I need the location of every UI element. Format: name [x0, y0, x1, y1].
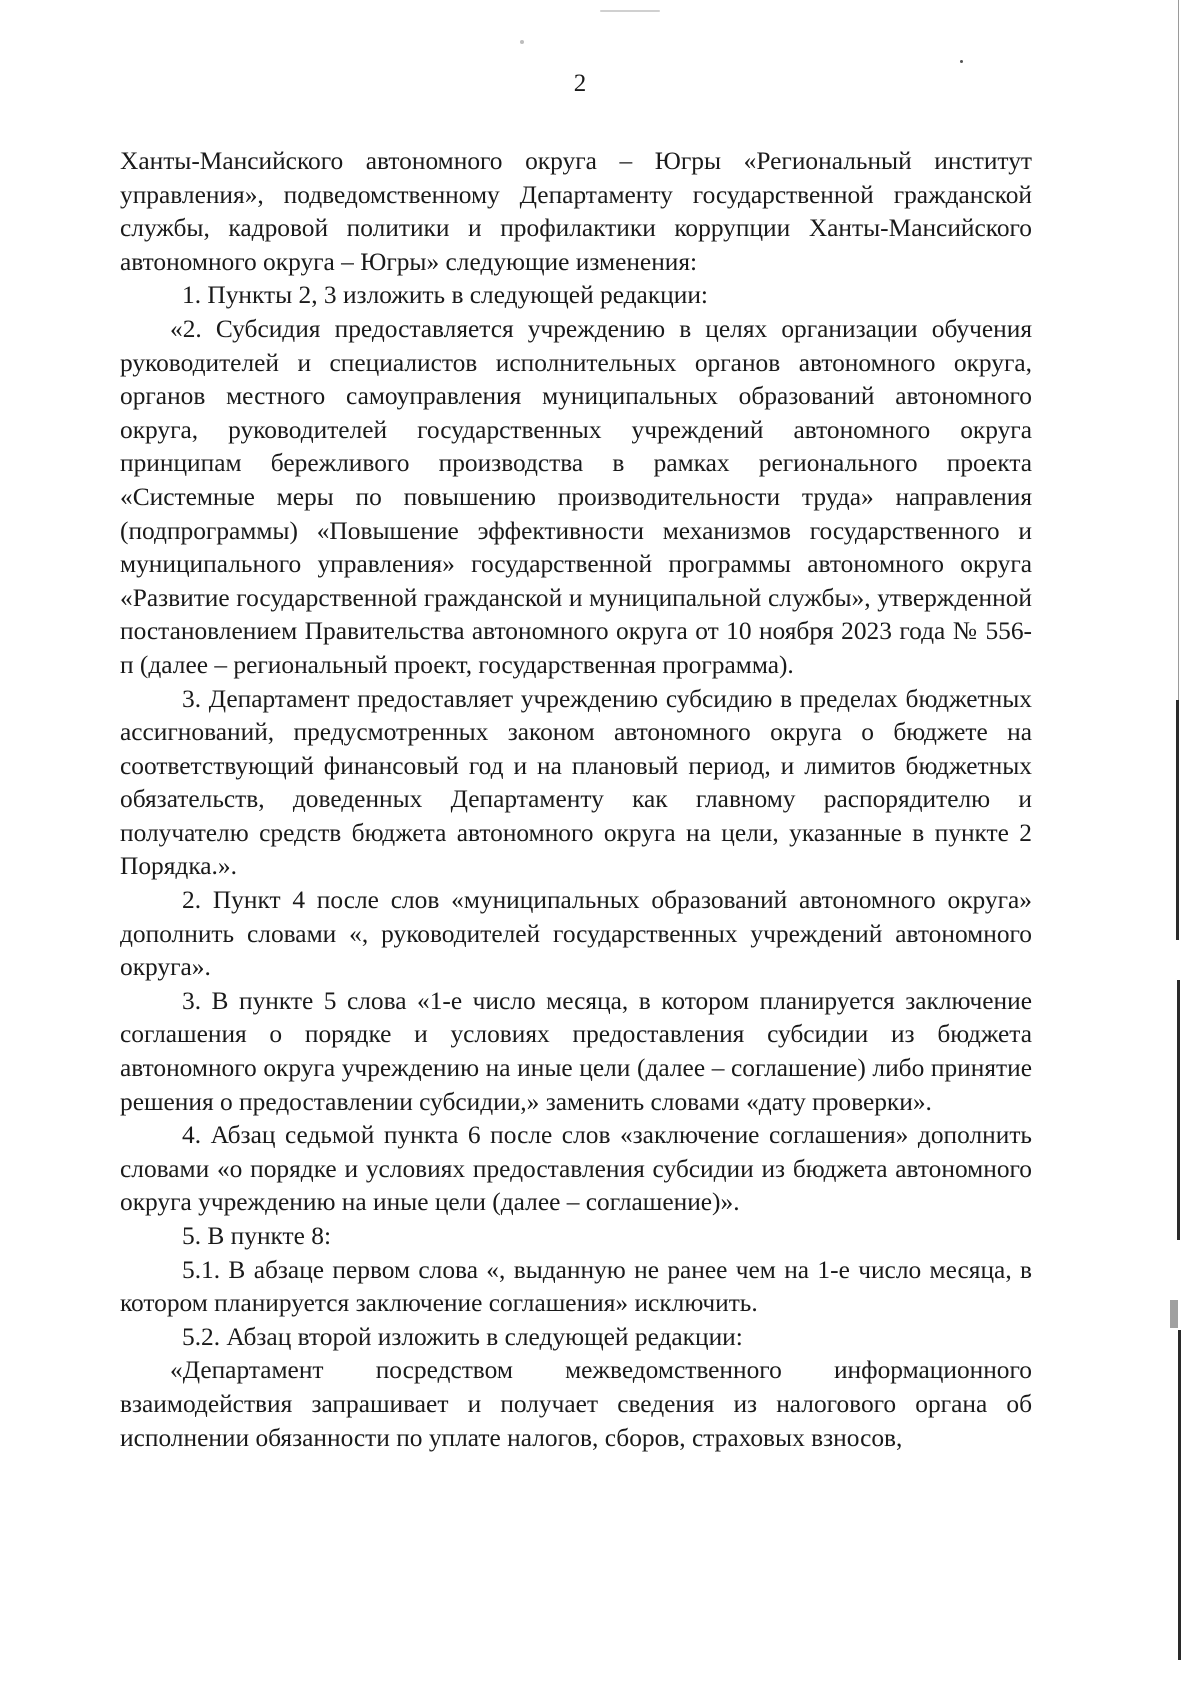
paragraph-quote-point-2: «2. Субсидия предоставляется учреждению в целях организации обучения руководителей и специалистов исполнительных органов автономного округа, органов местного самоуправления муниципальных образований автономного округа, руководителей государственных учреждений автономного округа принципам бережливого производства в рамках регионального проекта «Системные меры по повышению производительности труда» направления (подпрограммы) «Повышение эффективности механизмов государственного и муниципального управления» государственной программы автономного округа «Развитие государственной гражданской и муниципальной службы», утвержденной постановлением Правительства автономного округа от 10 ноября 2023 года № 556-п (далее – региональный проект, государственная программа).	[120, 314, 1032, 679]
paragraph-item-5-2: 5.2. Абзац второй изложить в следующей редакции:	[182, 1322, 743, 1351]
scan-edge-artifact	[1156, 0, 1200, 1689]
page-number: 2	[573, 70, 587, 97]
paragraph-point-3: 3. Департамент предоставляет учреждению субсидию в пределах бюджетных ассигнований, предусмотренных законом автономного округа о бюджете на соответствующий финансовый год и на плановый период, и лимитов бюджетных обязательств, доведенных Департаменту как главному распорядителю и получателю средств бюджета автономного округа на цели, указанные в пункте 2 Порядка.».	[120, 684, 1032, 881]
scan-speck	[520, 40, 524, 44]
paragraph-item-2: 2. Пункт 4 после слов «муниципальных образований автономного округа» дополнить словами «, руководителей государственных учреждений автономного округа».	[120, 886, 1032, 982]
scan-speck	[960, 60, 963, 63]
paragraph-quote-department: «Департамент посредством межведомственного информационного взаимодействия запрашивает и получает сведения из налогового органа об исполнении обязанности по уплате налогов, сборов, страховых взносов,	[120, 1356, 1032, 1452]
document-body	[120, 145, 1032, 1455]
paragraph-item-3: 3. В пункте 5 слова «1-е число месяца, в котором планируется заключение соглашения о порядке и условиях предоставления субсидии из бюджета автономного округа учреждению на иные цели (далее – соглашение) либо принятие решения о предоставлении субсидии,» заменить словами «дату проверки».	[120, 986, 1032, 1116]
scan-speck	[600, 10, 660, 12]
paragraph-item-4: 4. Абзац седьмой пункта 6 после слов «заключение соглашения» дополнить словами «о порядке и условиях предоставления субсидии из бюджета автономного округа учреждению на иные цели (далее – соглашение)».	[120, 1121, 1032, 1217]
paragraph-item-5: 5. В пункте 8:	[182, 1222, 332, 1250]
paragraph-item-5-1: 5.1. В абзаце первом слова «, выданную не ранее чем на 1-е число месяца, в котором планируется заключение соглашения» исключить.	[120, 1255, 1032, 1318]
paragraph-intro: Ханты-Мансийского автономного округа – Югры «Региональный институт управления», подведомственному Департаменту государственной гражданской службы, кадровой политики и профилактики коррупции Ханты-Мансийского автономного округа – Югры» следующие изменения:	[120, 147, 1032, 276]
paragraph-item-1: 1. Пункты 2, 3 изложить в следующей редакции:	[182, 281, 708, 310]
